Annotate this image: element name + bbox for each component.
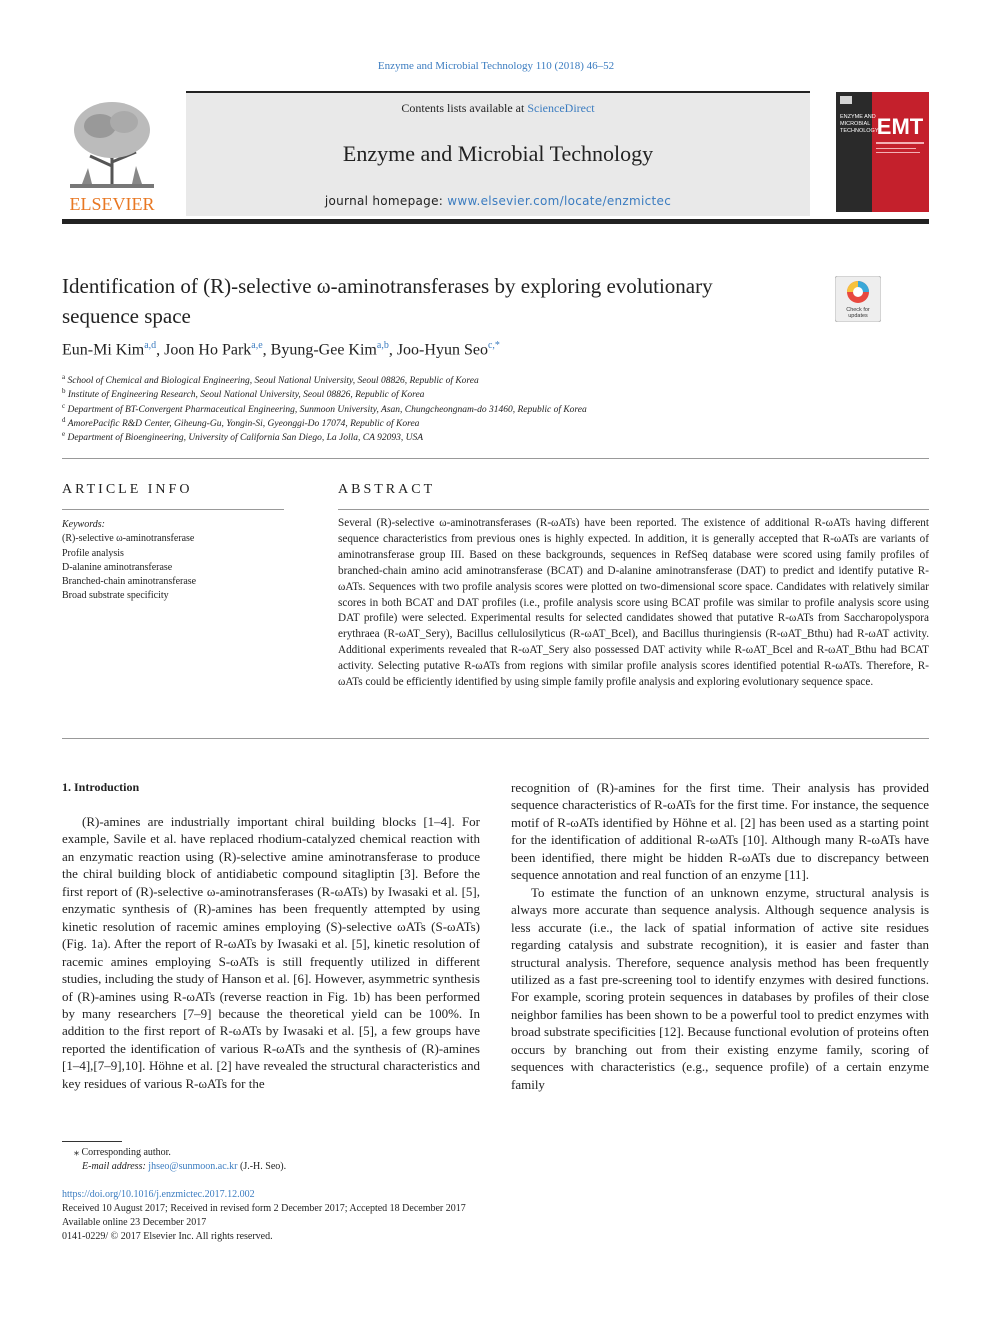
abstract-text: Several (R)-selective ω-aminotransferases (R-ωATs) have been reported. The existence of additional R-ωATs having different sequence characteristics from previous ones is highly expected. In addition, it is generally accepted that R-ωATs are variants of aminotransferase group III. Based on these backgrounds, sequences in RefSeq database were scored using family profiles of branched-chain amino acid aminotransferase (BCAT) and D-alanine aminotransferase (DAT) to predict and identify putative R-ωATs. Sequences with two profile analysis scores were plotted on two-dimensional score space. Candidates with relatively similar scores in both BCAT and DAT profiles (i.e., profile analysis score using BCAT profile was similar to profile analysis score using DAT profile) were selected. Experimental results for selected candidates showed that putative R-ωATs from Saccharopolyspora erythraea (R-ωAT_Sery), Bacillus cellulosilyticus (R-ωAT_Bcel), and Bacillus thuringiensis (R-ωAT_Bthu) had R-ωAT activity. Additional experiments revealed that R-ωAT_Sery also possessed DAT activity while R-ωAT_Bcel and R-ωAT_Bthu had BCAT activity. Selecting putative R-ωATs from regions with similar profile analysis scores identified potential R-ωATs. Therefore, R-ωATs could be efficiently identified by using simple family profile analysis and exploring evolutionary sequence space. (338, 517, 929, 689)
available-online: Available online 23 December 2017 (62, 1217, 207, 1228)
keywords-label: Keywords: (62, 519, 105, 530)
svg-text:TECHNOLOGY: TECHNOLOGY (840, 128, 879, 134)
body-paragraph: (R)-amines are industrially important chiral building blocks [1–4]. For example, Savile et al. have replaced rhodium-catalyzed chemical reaction with an enzymatic reaction using (R)-selective amine aminotransferase to produce the chiral building block of antidiabetic compound sitagliptin [3]. Before the first report of (R)-selective ω-aminotransferases (R-ωATs) by Iwasaki et al. [5], enzymatic synthesis of (R)-amines has been frequently attempted by using kinetic resolution of racemic amines employing (S)-selective ωATs (S-ωATs) (Fig. 1a). After the report of R-ωATs by Iwasaki et al. [5], kinetic resolution of racemic amines employing S-ωATs is still frequently utilized in different studies, including the study of Hanson et al. [6]. However, asymmetric synthesis of (R)-amines using R-ωATs (reverse reaction in Fig. 1b) has been performed by many researchers [7–9] because the theoretical yield can be 100%. In addition to the first report of R-ωATs by Iwasaki et al. [5], a few groups have reported the identification of various R-ωATs and the synthesis of (R)-amines [1–4],[7–9],10]. Höhne et al. [2] have revealed the structural characteristics and key residues of various R-ωATs for the (62, 814, 480, 1091)
affiliation: $^a$ School of Chemical and Biological Engineering, Seoul National University, Seoul 08826, Republic of Korea (62, 373, 479, 387)
article-info-heading: ARTICLE INFO (62, 482, 193, 497)
affiliation: $^c$ Department of BT-Convergent Pharmaceutical Engineering, Sunmoon University, Asan, Chungcheongnam-do 31460, Republic of Korea (62, 402, 587, 416)
header-top-rule (186, 91, 810, 93)
crossmark-icon (835, 276, 881, 322)
footnote-rule (62, 1141, 122, 1142)
author-name: Eun-Mi Kim (62, 341, 145, 359)
body-column-right (511, 779, 929, 1093)
abstract-heading: ABSTRACT (338, 482, 436, 497)
header-thick-rule (62, 219, 929, 224)
contents-prefix: Contents lists available at (401, 101, 528, 115)
affiliation: $^b$ Institute of Engineering Research, Seoul National University, Seoul 08826, Republic of Korea (62, 387, 425, 401)
author-name: Joo-Hyun Seo (396, 341, 488, 359)
sciencedirect-link[interactable]: ScienceDirect (527, 101, 595, 115)
keywords-list (62, 518, 196, 604)
keyword: Broad substrate specificity (62, 590, 169, 602)
cover-abbrev: EMT (876, 114, 924, 139)
article-info-rule (62, 509, 284, 510)
body-paragraph: To estimate the function of an unknown enzyme, structural analysis is always more accurate than sequence analysis. Although sequence analysis is less accurate (i.e., the lack of spatial information of active site residues regarding catalysis and substrate recognition), it is easier and faster than structural analysis. Therefore, sequence analysis method has been frequently utilized as a fast pre-screening tool to identify enzymes with desired functions. For example, scoring protein sequences in databases by profiles of their close neighbor families has been shown to be a powerful tool to predict enzymes with broad substrate specificities [12]. Because functional evolution of proteins often occurs by branching out from their existing enzyme family, scoring of sequences with characteristics (e.g., sequence profile) of a certain enzyme family (511, 884, 929, 1092)
abstract-rule (338, 509, 929, 510)
body-paragraph: recognition of (R)-amines for the first time. Their analysis has provided sequence characteristics of R-ωATs for the first time. For instance, the sequence motif of R-ωATs identified by Höhne et al. [2] has been used as a starting point for the identification of additional R-ωATs [10]. Although many R-ωATs have been identified, there might be hidden R-ωATs due to discrepancy between sequence annotation and real function of an enzyme [11]. (511, 780, 929, 883)
svg-text:Check for: Check for (846, 307, 870, 313)
elsevier-logo[interactable] (62, 96, 162, 214)
email-note: E-mail address: jhseo@sunmoon.ac.kr (J.-H. Seo). (82, 1161, 287, 1172)
corresponding-author-note: ⁎ Corresponding author. (74, 1147, 171, 1158)
introduction-heading: 1. Introduction (62, 780, 140, 794)
keyword: Profile analysis (62, 547, 124, 559)
journal-name: Enzyme and Microbial Technology (342, 141, 654, 166)
author-affiliation-mark[interactable]: a,b (376, 340, 389, 351)
article-title: Identification of (R)-selective ω-aminotransferases by exploring evolutionary sequence space (62, 274, 713, 328)
svg-text:updates: updates (848, 313, 868, 319)
journal-homepage (186, 194, 810, 208)
homepage-prefix: journal homepage: (324, 194, 448, 208)
svg-text:MICROBIAL: MICROBIAL (840, 121, 871, 127)
contents-line (186, 101, 810, 116)
author-name: Joon Ho Park (164, 341, 252, 359)
journal-cover-image[interactable] (836, 92, 929, 212)
journal-cover-art (836, 92, 929, 212)
publisher-name: ELSEVIER (69, 194, 155, 214)
received-dates: Received 10 August 2017; Received in revised form 2 December 2017; Accepted 18 December 2017 (62, 1203, 466, 1214)
doi-link[interactable]: https://doi.org/10.1016/j.enzmictec.2017.12.002 (62, 1189, 255, 1200)
copyright: 0141-0229/ © 2017 Elsevier Inc. All rights reserved. (62, 1231, 273, 1242)
keyword: Branched-chain aminotransferase (62, 576, 197, 588)
keyword: (R)-selective ω-aminotransferase (62, 533, 195, 545)
journal-citation[interactable]: Enzyme and Microbial Technology 110 (2018) 46–52 (377, 60, 615, 72)
author-name: Byung-Gee Kim (270, 341, 377, 359)
section-divider (62, 458, 929, 459)
homepage-link[interactable]: www.elsevier.com/locate/enzmictec (447, 194, 672, 208)
body-column-left (62, 813, 480, 1092)
svg-text:ENZYME AND: ENZYME AND (840, 114, 876, 120)
check-for-updates-badge[interactable] (835, 276, 881, 322)
author-affiliation-mark[interactable]: a,e (251, 340, 263, 351)
keyword: D-alanine aminotransferase (62, 561, 173, 573)
affiliation: $^e$ Department of Bioengineering, University of California San Diego, La Jolla, CA 92093, USA (62, 430, 424, 444)
email-link[interactable]: jhseo@sunmoon.ac.kr (148, 1161, 238, 1172)
author-list: Eun-Mi Kim$^{a,d}$, Joon Ho Park$^{a,e}$, Byung-Gee Kim$^{a,b}$, Joo-Hyun Seo$^{c,*}$ (62, 340, 500, 359)
author-affiliation-mark[interactable]: a,d (144, 340, 157, 351)
elsevier-tree-icon (62, 96, 162, 214)
affiliation: $^d$ AmorePacific R&D Center, Giheung-Gu, Yongin-Si, Gyeonggi-Do 17074, Republic of Korea (62, 416, 420, 430)
author-affiliation-mark[interactable]: c,* (487, 340, 500, 351)
section-divider (62, 738, 929, 739)
